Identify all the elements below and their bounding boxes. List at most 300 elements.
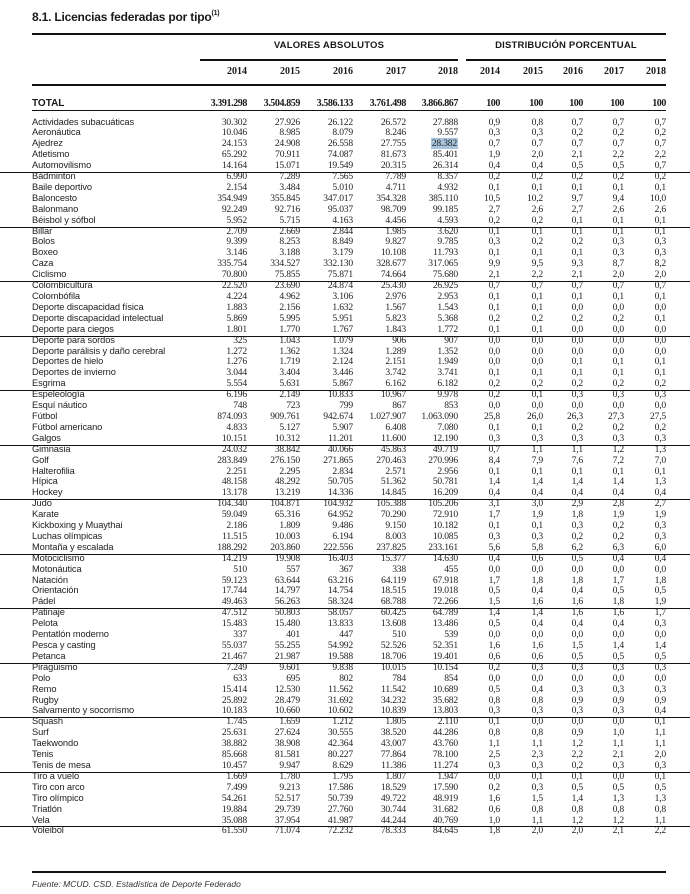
cell-value: 0,1 (488, 291, 500, 302)
cell-value: 49.463 (221, 596, 247, 608)
total-abs-2015: 3.504.859 (263, 98, 300, 109)
row-label: Kickboxing y Muaythai (32, 520, 123, 531)
cell-value: 54.261 (221, 792, 247, 804)
cell-abs-2014 (187, 531, 247, 542)
cell-value: 0,0 (571, 323, 583, 335)
cell-pct-2018 (606, 149, 666, 160)
cell-value: 0,3 (654, 759, 666, 771)
cell-pct-2018 (606, 302, 666, 313)
cell-value: 0,2 (612, 530, 624, 542)
cell-value: 10.046 (221, 127, 247, 139)
cell-abs-2017 (346, 444, 406, 455)
cell-value: 0,3 (612, 705, 624, 717)
cell-value: 104.871 (270, 498, 300, 510)
cell-abs-2016 (293, 433, 353, 444)
cell-value: 9.150 (385, 520, 406, 532)
cell-abs-2015 (240, 531, 300, 542)
cell-value: 0,3 (531, 759, 543, 771)
cell-value: 723 (286, 400, 300, 412)
cell-abs-2017 (346, 564, 406, 575)
cell-value: 14.336 (327, 487, 353, 499)
cell-abs-2016 (293, 531, 353, 542)
cell-value: 0,4 (654, 552, 666, 564)
cell-value: 332.130 (323, 258, 353, 270)
cell-abs-2017 (346, 782, 406, 793)
cell-value: 1,9 (612, 509, 624, 521)
cell-value: 9,5 (531, 258, 543, 270)
cell-value: 455 (444, 563, 458, 575)
group-header-percent: DISTRIBUCIÓN PORCENTUAL (495, 40, 637, 51)
cell-abs-2016 (293, 171, 353, 182)
cell-value: 0,0 (571, 563, 583, 575)
cell-value: 0,7 (654, 138, 666, 150)
cell-value: 1,4 (571, 476, 583, 488)
cell-abs-2017 (346, 149, 406, 160)
cell-abs-2016 (293, 204, 353, 215)
cell-value: 9.601 (279, 661, 300, 673)
cell-value: 25,8 (484, 410, 500, 422)
cell-value: 1,4 (531, 476, 543, 488)
cell-abs-2015 (240, 236, 300, 247)
cell-abs-2016 (293, 804, 353, 815)
cell-value: 0,0 (531, 563, 543, 575)
cell-abs-2014 (187, 117, 247, 128)
cell-abs-2016 (293, 793, 353, 804)
cell-value: 0,0 (571, 629, 583, 641)
row-label: Tiro a vuelo (32, 770, 80, 781)
cell-value: 10,2 (527, 192, 543, 204)
cell-pct-2018 (606, 825, 666, 836)
row-label: Atletismo (32, 149, 70, 160)
cell-value: 48.292 (274, 476, 300, 488)
row-label: Gimnasia (32, 443, 71, 454)
cell-value: 1.063.090 (421, 410, 458, 422)
cell-abs-2014 (187, 444, 247, 455)
table-bottom-rule (32, 871, 666, 873)
cell-abs-2017 (346, 400, 406, 411)
cell-value: 9,7 (571, 192, 583, 204)
cell-pct-2018 (606, 520, 666, 531)
row-label: Patinaje (32, 607, 65, 618)
cell-value: 72.266 (432, 596, 458, 608)
cell-abs-2015 (240, 400, 300, 411)
cell-abs-2014 (187, 804, 247, 815)
cell-value: 0,0 (571, 400, 583, 412)
cell-value: 325 (233, 334, 247, 346)
cell-pct-2018 (606, 204, 666, 215)
cell-value: 874.093 (217, 410, 247, 422)
cell-abs-2014 (187, 771, 247, 782)
cell-value: 0,5 (612, 160, 624, 172)
row-label: Balonmano (32, 203, 79, 214)
cell-value: 0,3 (488, 236, 500, 248)
cell-value: 0,3 (571, 661, 583, 673)
cell-value: 0,1 (531, 247, 543, 259)
year-header-abs-2017: 2017 (386, 66, 406, 77)
cell-value: 0,5 (488, 618, 500, 630)
cell-value: 81.581 (274, 749, 300, 761)
cell-value: 0,1 (654, 716, 666, 728)
cell-abs-2016 (293, 182, 353, 193)
cell-value: 1,7 (488, 509, 500, 521)
cell-abs-2017 (346, 476, 406, 487)
cell-abs-2014 (187, 815, 247, 826)
cell-abs-2017 (346, 356, 406, 367)
cell-abs-2015 (240, 171, 300, 182)
cell-value: 1,8 (654, 574, 666, 586)
cell-value: 1,6 (571, 607, 583, 619)
cell-value: 1,8 (531, 574, 543, 586)
cell-value: 633 (233, 672, 247, 684)
year-header-abs-2015: 2015 (280, 66, 300, 77)
cell-value: 1.272 (226, 345, 247, 357)
cell-value: 5.907 (332, 421, 353, 433)
cell-abs-2014 (187, 335, 247, 346)
cell-abs-2014 (187, 487, 247, 498)
cell-pct-2018 (606, 291, 666, 302)
cell-value: 0,0 (488, 629, 500, 641)
cell-abs-2017 (346, 171, 406, 182)
cell-abs-2014 (187, 411, 247, 422)
cell-abs-2016 (293, 760, 353, 771)
cell-abs-2015 (240, 596, 300, 607)
cell-abs-2014 (187, 455, 247, 466)
cell-value: 337 (233, 629, 247, 641)
row-label: Automovilismo (32, 160, 92, 171)
cell-abs-2017 (346, 160, 406, 171)
cell-value: 0,1 (571, 367, 583, 379)
cell-value: 52.351 (432, 640, 458, 651)
cell-value: 0,1 (571, 247, 583, 259)
cell-value: 55.037 (221, 640, 247, 651)
cell-value: 68.788 (380, 596, 406, 608)
cell-abs-2016 (293, 324, 353, 335)
cell-value: 2.251 (226, 465, 247, 477)
cell-value: 10.967 (380, 389, 406, 401)
row-label: Fútbol (32, 410, 58, 421)
cell-abs-2016 (293, 302, 353, 313)
cell-value: 0,2 (654, 127, 666, 139)
cell-value: 0,7 (531, 280, 543, 292)
cell-abs-2015 (240, 771, 300, 782)
cell-pct-2018 (606, 629, 666, 640)
cell-value: 271.865 (323, 454, 353, 466)
cell-value: 2,6 (612, 203, 624, 215)
cell-value: 21.987 (274, 650, 300, 662)
cell-value: 40.066 (327, 443, 353, 455)
cell-abs-2016 (293, 280, 353, 291)
cell-value: 270.463 (376, 454, 406, 466)
cell-value: 9,3 (571, 258, 583, 270)
cell-abs-2014 (187, 793, 247, 804)
cell-value: 11.515 (222, 530, 247, 542)
cell-value: 8,2 (654, 258, 666, 270)
cell-value: 0,4 (488, 487, 500, 499)
cell-abs-2015 (240, 825, 300, 836)
cell-abs-2016 (293, 564, 353, 575)
cell-pct-2018 (606, 182, 666, 193)
cell-value: 27.624 (274, 727, 300, 739)
cell-abs-2017 (346, 389, 406, 400)
row-label: Bádminton (32, 171, 76, 182)
cell-value: 10.154 (432, 661, 458, 673)
cell-value: 853 (444, 400, 458, 412)
cell-value: 854 (444, 672, 458, 684)
cell-value: 1,9 (531, 509, 543, 521)
cell-value: 0,3 (612, 759, 624, 771)
cell-value: 27.888 (432, 116, 458, 128)
row-label: Motonáutica (32, 563, 82, 574)
cell-value: 799 (339, 400, 353, 412)
cell-abs-2016 (293, 695, 353, 706)
cell-abs-2014 (187, 553, 247, 564)
cell-value: 0,1 (571, 291, 583, 302)
cell-abs-2016 (293, 193, 353, 204)
cell-value: 909.761 (270, 410, 300, 422)
cell-value: 5.823 (385, 312, 406, 324)
cell-value: 0,1 (571, 181, 583, 193)
cell-value: 907 (444, 334, 458, 346)
cell-value: 72.910 (432, 509, 458, 521)
cell-abs-2015 (240, 629, 300, 640)
cell-value: 92.249 (221, 203, 247, 215)
row-label: Montaña y escalada (32, 541, 114, 552)
cell-abs-2016 (293, 716, 353, 727)
cell-value: 317.065 (428, 258, 458, 270)
cell-abs-2015 (240, 662, 300, 673)
cell-value: 1.567 (385, 301, 406, 313)
cell-value: 0,4 (488, 552, 500, 564)
cell-value: 0,2 (654, 378, 666, 390)
cell-value: 0,2 (654, 171, 666, 183)
cell-value: 30.555 (327, 727, 353, 739)
cell-value: 1,3 (654, 792, 666, 804)
cell-abs-2017 (346, 684, 406, 695)
cell-abs-2017 (346, 738, 406, 749)
cell-abs-2015 (240, 138, 300, 149)
cell-value: 0,0 (654, 672, 666, 684)
cell-abs-2014 (187, 466, 247, 477)
cell-value: 4.224 (226, 291, 247, 302)
cell-abs-2017 (346, 346, 406, 357)
cell-value: 1,8 (488, 825, 500, 837)
cell-value: 0,3 (654, 236, 666, 248)
total-pct-2017: 100 (610, 98, 624, 109)
cell-value: 1,1 (571, 443, 583, 455)
cell-abs-2014 (187, 695, 247, 706)
cell-abs-2015 (240, 542, 300, 553)
cell-pct-2018 (606, 695, 666, 706)
cell-value: 15.071 (274, 160, 300, 172)
cell-value: 1.947 (437, 770, 458, 782)
cell-abs-2014 (187, 160, 247, 171)
cell-value: 34.232 (380, 694, 406, 706)
cell-abs-2017 (346, 455, 406, 466)
cell-value: 0,1 (488, 716, 500, 728)
cell-value: 0,1 (531, 301, 543, 313)
row-label: Deporte parálisis y daño cerebral (32, 345, 166, 356)
cell-pct-2018 (606, 247, 666, 258)
cell-value: 0,4 (571, 585, 583, 597)
cell-value: 59.049 (221, 509, 247, 521)
cell-value: 1,8 (612, 596, 624, 608)
cell-value: 354.328 (376, 192, 406, 204)
cell-abs-2017 (346, 117, 406, 128)
cell-value: 0,2 (488, 312, 500, 324)
cell-pct-2018 (606, 651, 666, 662)
cell-value: 13.833 (327, 618, 353, 630)
title-footnote-marker: (1) (211, 10, 220, 17)
cell-abs-2017 (346, 378, 406, 389)
cell-value: 1.767 (332, 323, 353, 335)
cell-value: 19.884 (221, 803, 247, 815)
cell-value: 0,3 (654, 661, 666, 673)
cell-value: 0,3 (531, 530, 543, 542)
cell-abs-2015 (240, 269, 300, 280)
cell-value: 0,7 (612, 280, 624, 292)
cell-abs-2016 (293, 313, 353, 324)
cell-abs-2017 (346, 236, 406, 247)
cell-abs-2014 (187, 204, 247, 215)
cell-value: 1,5 (531, 792, 543, 804)
cell-value: 3.106 (332, 291, 353, 302)
cell-abs-2016 (293, 400, 353, 411)
cell-value: 0,0 (612, 716, 624, 728)
cell-value: 13.803 (432, 705, 458, 717)
cell-value: 9,4 (612, 192, 624, 204)
cell-abs-2017 (346, 302, 406, 313)
cell-value: 1,6 (488, 792, 500, 804)
cell-value: 25.430 (380, 280, 406, 292)
cell-abs-2015 (240, 335, 300, 346)
cell-value: 27,3 (608, 410, 624, 422)
cell-value: 11.562 (328, 683, 353, 695)
cell-value: 335.754 (217, 258, 247, 270)
cell-value: 283.849 (217, 454, 247, 466)
cell-abs-2017 (346, 771, 406, 782)
cell-value: 0,2 (531, 171, 543, 183)
cell-abs-2015 (240, 487, 300, 498)
cell-abs-2014 (187, 585, 247, 596)
cell-value: 9.557 (437, 127, 458, 139)
cell-value: 0,3 (571, 389, 583, 401)
cell-abs-2014 (187, 738, 247, 749)
cell-value: 10.015 (380, 661, 406, 673)
cell-value: 99.185 (432, 203, 458, 215)
cell-value: 5,6 (488, 541, 500, 553)
cell-value: 35.088 (221, 814, 247, 826)
cell-value: 10.689 (432, 683, 458, 695)
cell-value: 0,2 (612, 127, 624, 139)
cell-abs-2017 (346, 727, 406, 738)
cell-value: 24.153 (221, 138, 247, 150)
cell-value: 43.007 (380, 738, 406, 750)
cell-value: 29.739 (274, 803, 300, 815)
cell-value: 0,0 (488, 672, 500, 684)
cell-value: 8.079 (332, 127, 353, 139)
cell-value: 0,0 (571, 345, 583, 357)
cell-value: 50.781 (432, 476, 458, 488)
cell-value: 0,2 (612, 171, 624, 183)
cell-value: 0,2 (531, 214, 543, 226)
cell-value: 0,2 (488, 781, 500, 793)
cell-abs-2014 (187, 662, 247, 673)
cell-value: 84.645 (432, 825, 458, 837)
cell-abs-2014 (187, 629, 247, 640)
cell-value: 0,0 (531, 672, 543, 684)
cell-pct-2018 (606, 640, 666, 651)
cell-value: 222.556 (323, 541, 353, 553)
total-abs-2017: 3.761.498 (369, 98, 406, 109)
cell-value: 1,0 (488, 814, 500, 826)
row-label: Hípica (32, 476, 58, 487)
cell-value: 77.864 (380, 749, 406, 761)
cell-abs-2017 (346, 215, 406, 226)
cell-value: 0,1 (531, 323, 543, 335)
row-label: Tenis (32, 749, 54, 760)
cell-abs-2014 (187, 182, 247, 193)
cell-value: 1,2 (571, 738, 583, 750)
cell-value: 1.276 (226, 356, 247, 368)
cell-abs-2014 (187, 226, 247, 237)
cell-pct-2018 (606, 117, 666, 128)
cell-value: 0,3 (571, 683, 583, 695)
cell-value: 0,1 (531, 421, 543, 433)
cell-value: 1,5 (488, 596, 500, 608)
cell-abs-2015 (240, 684, 300, 695)
cell-value: 0,1 (531, 181, 543, 193)
cell-abs-2015 (240, 346, 300, 357)
row-label: Petanca (32, 650, 66, 661)
cell-value: 1,9 (654, 509, 666, 521)
cell-abs-2017 (346, 509, 406, 520)
cell-value: 0,6 (531, 650, 543, 662)
cell-value: 8.253 (279, 236, 300, 248)
cell-value: 14.845 (380, 487, 406, 499)
cell-value: 50.705 (327, 476, 353, 488)
cell-value: 10,5 (484, 192, 500, 204)
cell-abs-2016 (293, 585, 353, 596)
cell-value: 2,1 (571, 149, 583, 161)
cell-abs-2014 (187, 236, 247, 247)
cell-value: 5.867 (332, 378, 353, 390)
cell-value: 0,5 (571, 160, 583, 172)
cell-value: 19.549 (327, 160, 353, 172)
cell-value: 0,3 (612, 432, 624, 444)
cell-pct-2018 (606, 236, 666, 247)
row-label: Salvamento y socorrismo (32, 705, 135, 716)
cell-pct-2018 (606, 433, 666, 444)
cell-pct-2018 (606, 607, 666, 618)
cell-value: 2.295 (279, 465, 300, 477)
cell-value: 1.795 (332, 770, 353, 782)
cell-value: 0,0 (531, 345, 543, 357)
cell-abs-2017 (346, 640, 406, 651)
cell-value: 42.364 (327, 738, 353, 750)
cell-value: 0,3 (654, 389, 666, 401)
cell-value: 1,1 (654, 814, 666, 826)
cell-value: 0,1 (612, 465, 624, 477)
cell-value: 14.164 (221, 160, 247, 172)
cell-value: 5.715 (279, 214, 300, 226)
cell-abs-2014 (187, 520, 247, 531)
year-header-abs-2018: 2018 (438, 66, 458, 77)
selected-cell-value[interactable]: 28.382 (431, 138, 457, 150)
cell-abs-2014 (187, 400, 247, 411)
cell-value: 13.178 (221, 487, 247, 499)
cell-value: 0,2 (612, 520, 624, 532)
cell-abs-2014 (187, 509, 247, 520)
